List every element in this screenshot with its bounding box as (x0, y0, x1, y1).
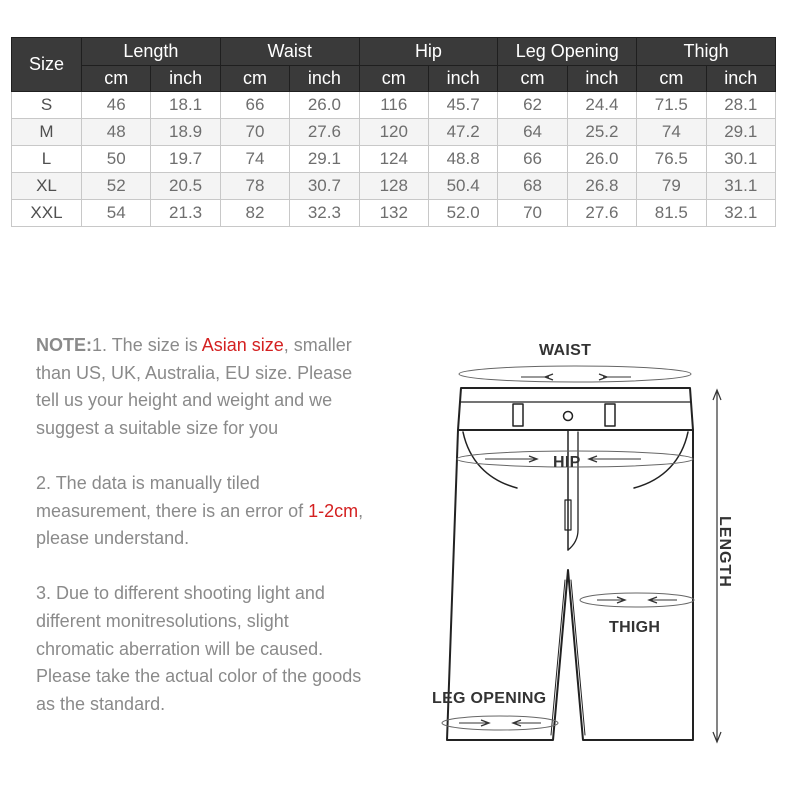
measurement-diagram (425, 330, 765, 760)
table-cell: 29.1 (290, 146, 359, 173)
unit-header-cm: cm (637, 66, 706, 92)
table-row (12, 146, 776, 173)
note-1 (36, 332, 366, 442)
waistband (458, 388, 693, 430)
size-notes (36, 332, 366, 718)
leg-opening-label: LEG OPENING (432, 690, 547, 707)
size-chart-body (12, 92, 776, 227)
size-column-header: Size (12, 38, 82, 92)
table-cell: 71.5 (637, 92, 706, 119)
unit-header-inch: inch (151, 66, 220, 92)
note-label: NOTE: (36, 335, 92, 355)
waist-label: WAIST (539, 342, 592, 359)
table-cell: 32.1 (706, 200, 775, 227)
table-cell: 74 (637, 119, 706, 146)
table-cell: 70 (220, 119, 289, 146)
size-cell: XL (12, 173, 82, 200)
table-cell: 46 (82, 92, 151, 119)
group-header-thigh: Thigh (637, 38, 776, 66)
table-cell: 74 (220, 146, 289, 173)
right-pocket (634, 432, 688, 488)
table-cell: 62 (498, 92, 567, 119)
table-cell: 47.2 (428, 119, 497, 146)
note-2-highlight: 1-2cm (308, 500, 359, 521)
table-cell: 28.1 (706, 92, 775, 119)
table-cell: 32.3 (290, 200, 359, 227)
table-cell: 26.0 (290, 92, 359, 119)
table-cell: 120 (359, 119, 428, 146)
size-chart-header (12, 38, 776, 92)
table-cell: 18.9 (151, 119, 220, 146)
table-row (12, 200, 776, 227)
group-header-hip: Hip (359, 38, 498, 66)
table-cell: 30.7 (290, 173, 359, 200)
unit-header-inch: inch (428, 66, 497, 92)
unit-header-inch: inch (290, 66, 359, 92)
group-header-waist: Waist (220, 38, 359, 66)
thigh-label: THIGH (609, 619, 661, 636)
note-3: 3. Due to different shooting light and different monitresolutions, slight chromatic aberration will be caused. Please take the actual color of the goods as the standard. (36, 583, 362, 714)
table-cell: 50 (82, 146, 151, 173)
note-2-text-b: , please understand. (36, 500, 364, 549)
table-cell: 70 (498, 200, 567, 227)
unit-header-inch: inch (706, 66, 775, 92)
size-cell: XXL (12, 200, 82, 227)
table-cell: 50.4 (428, 173, 497, 200)
table-cell: 128 (359, 173, 428, 200)
table-cell: 132 (359, 200, 428, 227)
table-cell: 116 (359, 92, 428, 119)
table-cell: 18.1 (151, 92, 220, 119)
table-cell: 26.0 (567, 146, 636, 173)
unit-header-cm: cm (359, 66, 428, 92)
table-cell: 26.8 (567, 173, 636, 200)
table-cell: 82 (220, 200, 289, 227)
table-row (12, 92, 776, 119)
table-cell: 66 (498, 146, 567, 173)
table-cell: 66 (220, 92, 289, 119)
button (564, 412, 573, 421)
table-cell: 79 (637, 173, 706, 200)
group-header-leg-opening: Leg Opening (498, 38, 637, 66)
table-cell: 24.4 (567, 92, 636, 119)
table-cell: 20.5 (151, 173, 220, 200)
table-row (12, 173, 776, 200)
size-cell: S (12, 92, 82, 119)
table-cell: 52 (82, 173, 151, 200)
table-cell: 68 (498, 173, 567, 200)
table-cell: 45.7 (428, 92, 497, 119)
table-cell: 19.7 (151, 146, 220, 173)
note-2-text-a: 2. The data is manually tiled measurement, there is an error of (36, 472, 309, 521)
note-2 (36, 470, 366, 553)
hip-label: HIP (553, 454, 581, 471)
table-row (12, 119, 776, 146)
note-1-highlight: Asian size (201, 335, 284, 355)
table-cell: 81.5 (637, 200, 706, 227)
table-cell: 76.5 (637, 146, 706, 173)
note-1-text-b: , smaller than US, UK, Australia, EU size. Please tell us your height and weight and we suggest a suitable size for you (36, 335, 353, 438)
unit-header-inch: inch (567, 66, 636, 92)
size-chart-table (11, 37, 776, 227)
note-1-text-a: 1. The size is (92, 335, 202, 355)
table-cell: 52.0 (428, 200, 497, 227)
table-cell: 27.6 (567, 200, 636, 227)
table-cell: 27.6 (290, 119, 359, 146)
table-cell: 25.2 (567, 119, 636, 146)
table-cell: 48.8 (428, 146, 497, 173)
table-cell: 78 (220, 173, 289, 200)
group-header-length: Length (82, 38, 221, 66)
table-cell: 64 (498, 119, 567, 146)
fly-stitch (568, 432, 578, 550)
table-cell: 31.1 (706, 173, 775, 200)
size-cell: L (12, 146, 82, 173)
unit-header-cm: cm (82, 66, 151, 92)
table-cell: 54 (82, 200, 151, 227)
table-cell: 30.1 (706, 146, 775, 173)
unit-header-cm: cm (498, 66, 567, 92)
table-cell: 29.1 (706, 119, 775, 146)
table-cell: 21.3 (151, 200, 220, 227)
left-pocket (463, 432, 517, 488)
table-cell: 124 (359, 146, 428, 173)
unit-header-cm: cm (220, 66, 289, 92)
table-cell: 48 (82, 119, 151, 146)
size-cell: M (12, 119, 82, 146)
belt-loop (513, 404, 523, 426)
length-label: LENGTH (716, 516, 733, 588)
waist-ellipse (459, 366, 691, 382)
belt-loop (605, 404, 615, 426)
